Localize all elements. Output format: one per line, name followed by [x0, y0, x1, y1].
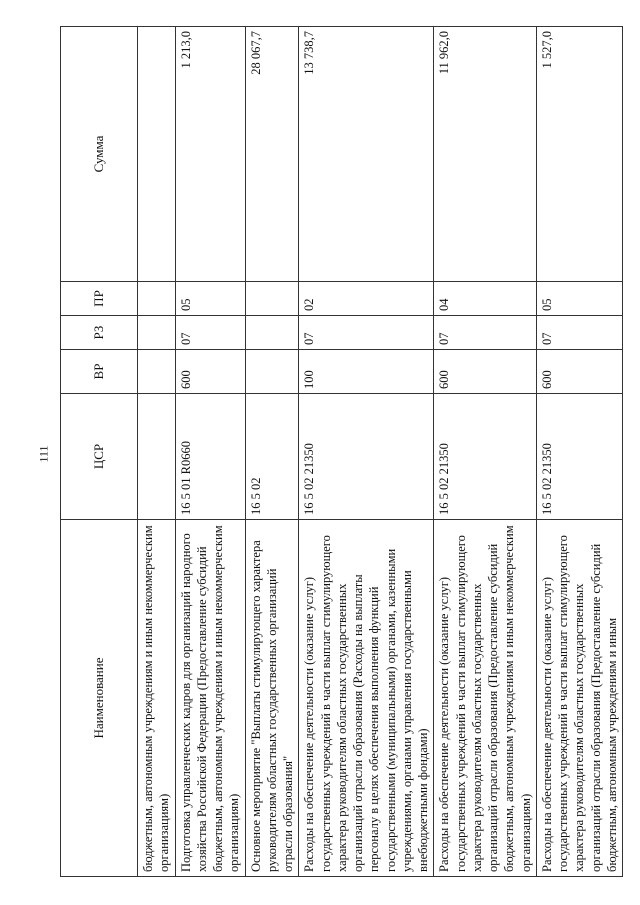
cell-csr	[138, 394, 176, 520]
cell-pr: 04	[434, 282, 537, 316]
cell-csr: 16 5 02 21350	[536, 394, 622, 520]
cell-vr: 600	[434, 350, 537, 394]
cell-vr	[245, 350, 299, 394]
header-name: Наименование	[61, 520, 138, 877]
cell-vr: 600	[536, 350, 622, 394]
cell-sum: 1 213,0	[175, 27, 245, 282]
rotated-page-content	[60, 27, 619, 877]
table-header-row	[61, 27, 138, 877]
table-row	[138, 27, 176, 877]
cell-sum: 11 962,0	[434, 27, 537, 282]
cell-name: Расходы на обеспечение деятельности (оказание услуг) государственных учреждений в части выплат стимулирующего характера руководителям областных государственных организаций отрасли образования (Предоставление субсидий бюджетным, автономным учреждениям и иным некоммерческим организациям)	[434, 520, 537, 877]
cell-csr: 16 5 01 R0660	[175, 394, 245, 520]
table-row	[536, 27, 622, 877]
cell-vr: 100	[299, 350, 434, 394]
cell-pr: 05	[175, 282, 245, 316]
cell-vr	[138, 350, 176, 394]
cell-pr	[245, 282, 299, 316]
table-row	[299, 27, 434, 877]
cell-pr	[138, 282, 176, 316]
table-row	[434, 27, 537, 877]
cell-sum: 1 527,0	[536, 27, 622, 282]
cell-sum: 28 067,7	[245, 27, 299, 282]
cell-rz: 07	[536, 316, 622, 350]
cell-csr: 16 5 02 21350	[299, 394, 434, 520]
cell-vr: 600	[175, 350, 245, 394]
table-row	[245, 27, 299, 877]
page-number: 111	[36, 445, 51, 463]
cell-rz: 07	[299, 316, 434, 350]
cell-name: Основное мероприятие "Выплаты стимулирующего характера руководителям областных государственных организаций отрасли образования"	[245, 520, 299, 877]
cell-name: Расходы на обеспечение деятельности (оказание услуг) государственных учреждений в части выплат стимулирующего характера руководителям областных государственных организаций отрасли образования (Расходы на выплаты персоналу в целях обеспечения выполнения функций государственными (муниципальными) органами, казенными учреждениями, органами управления государственными внебюджетными фондами)	[299, 520, 434, 877]
header-sum: Сумма	[61, 27, 138, 282]
table-row	[175, 27, 245, 877]
header-pr: ПР	[61, 282, 138, 316]
header-vr: ВР	[61, 350, 138, 394]
cell-pr: 05	[536, 282, 622, 316]
cell-rz: 07	[175, 316, 245, 350]
cell-csr: 16 5 02 21350	[434, 394, 537, 520]
header-rz: РЗ	[61, 316, 138, 350]
cell-rz: 07	[434, 316, 537, 350]
cell-name: бюджетным, автономным учреждениям и иным некоммерческим организациям)	[138, 520, 176, 877]
cell-sum: 13 738,7	[299, 27, 434, 282]
header-csr: ЦСР	[61, 394, 138, 520]
cell-name: Расходы на обеспечение деятельности (оказание услуг) государственных учреждений в части выплат стимулирующего характера руководителям областных государственных организаций отрасли образования (Предоставление субсидий бюджетным, автономным учреждениям и иным	[536, 520, 622, 877]
cell-name: Подготовка управленческих кадров для организаций народного хозяйства Российской Федерации (Предоставление субсидий бюджетным, автономным учреждениям и иным некоммерческим организациям)	[175, 520, 245, 877]
cell-pr: 02	[299, 282, 434, 316]
cell-rz	[138, 316, 176, 350]
cell-sum	[138, 27, 176, 282]
budget-table	[60, 26, 623, 877]
cell-csr: 16 5 02	[245, 394, 299, 520]
cell-rz	[245, 316, 299, 350]
